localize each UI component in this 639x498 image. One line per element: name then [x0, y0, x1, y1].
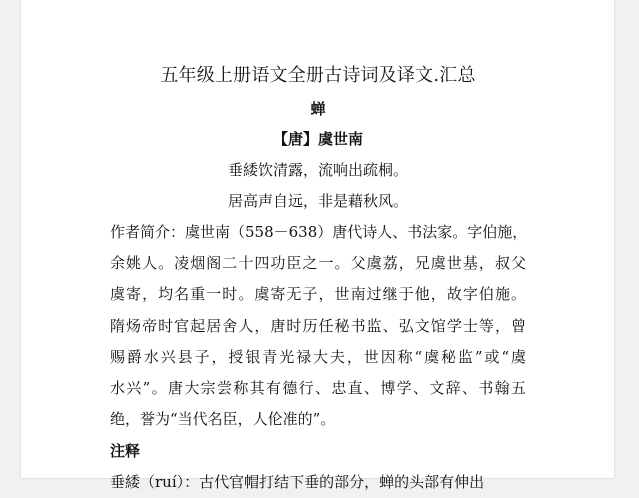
poem-title: 蝉: [310, 100, 326, 118]
poem-author: 【唐】虞世南: [272, 130, 363, 148]
bio-line: 隋炀帝时官起居舍人，唐时历任秘书监、弘文馆学士等，曾: [110, 316, 526, 335]
bio-line: 赐爵水兴县子，授银青光禄大夫，世因称“虞秘监”或“虞: [110, 347, 526, 366]
notes-line: 垂緌（ruí）：古代官帽打结下垂的部分，蝉的头部有伸出: [110, 473, 485, 492]
page-content: [110, 58, 526, 498]
notes-heading: 注释: [110, 442, 141, 461]
poem-line: 居高声自远，非是藉秋风。: [227, 192, 408, 210]
author-bio: [110, 217, 526, 435]
poem-line: 垂緌饮清露，流响出疏桐。: [227, 161, 408, 179]
document-page: [21, 0, 614, 492]
bio-line: 虞寄，均名重一时。虞寄无子，世南过继于他，故字伯施。: [110, 285, 526, 304]
bio-line: 绝，誉为“当代名臣，人伦准的”。: [110, 410, 336, 429]
bio-line: 水兴”。唐大宗尝称其有德行、忠直、博学、文辞、书翰五: [110, 378, 526, 397]
bio-line: 余姚人。凌烟阁二十四功臣之一。父虞荔，兄虞世基，叔父: [110, 254, 526, 273]
document-title: 五年级上册语文全册古诗词及译文.汇总: [160, 65, 476, 86]
bio-line: 作者简介：虞世南（558－638）唐代诗人、书法家。字伯施，: [110, 223, 528, 241]
